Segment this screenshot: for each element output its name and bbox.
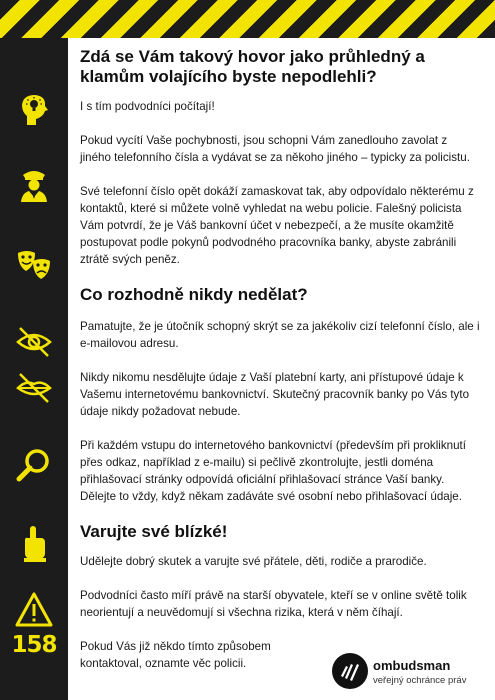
- crossed-eye-icon: [14, 322, 54, 362]
- never-paragraph-1: Pamatujte, že je útočník schopný skrýt se za jakékoliv cizí telefonní číslo, ale i e-mailovou adresu.: [80, 320, 480, 350]
- theater-masks-icon: [14, 246, 54, 286]
- intro-paragraph-2: Pokud vycítí Vaše pochybnosti, jsou schopni Vám zanedlouho zavolat z jiného telefonního čísla a vydávat se za někoho jiného – typicky za policistu.: [80, 134, 470, 164]
- magnifier-icon: [14, 445, 54, 485]
- icon-sidebar: [0, 38, 68, 700]
- intro-paragraph-3: Své telefonní číslo opět dokáží zamaskovat tak, aby odpovídalo některému z kontaktů, které si můžete volně vyhledat na webu policie. Falešný policista Vám potvrdí, že je Váš bankovní účet v nebezpečí, a že musíte okamžitě postupovat podle pokynů podvodného pracovníka banky, abyste zabránili ztrátě svých peněz.: [80, 185, 474, 266]
- main-content: [80, 47, 480, 672]
- main-heading: Zdá se Vám takový hovor jako průhledný a klamům volajícího byste nepodlehli?: [80, 47, 425, 86]
- never-heading: Co rozhodně nikdy nedělat?: [80, 285, 308, 304]
- intro-paragraph-1: I s tím podvodníci počítají!: [80, 100, 215, 113]
- ombudsman-logo-mark: [331, 652, 369, 690]
- warning-triangle-icon: [14, 590, 54, 630]
- warn-paragraph-1: Udělejte dobrý skutek a varujte své přátele, děti, rodiče a prarodiče.: [80, 555, 427, 568]
- logo-name: ombudsman: [373, 658, 451, 673]
- warn-paragraph-2: Podvodníci často míří právě na starší obyvatele, kteří se v online světě tolik neorientují a neuvědomují si všechna rizika, která v něm číhají.: [80, 589, 467, 619]
- emergency-number: 158: [11, 632, 57, 658]
- never-paragraph-3: Při každém vstupu do internetového bankovnictví (především při prokliknutí přes odkaz, například z e-mailu) si pečlivě zkontrolujte, jestli doména přihlašovací stránky odpovídá oficiální přihlašovací stránce Vaší banky. Dělejte to vždy, když někam zadáváte své osobní nebo přihlašovací údaje.: [80, 439, 467, 503]
- never-paragraph-2: Nikdy nikomu nesdělujte údaje z Vaší platební karty, ani přístupové údaje k Vašemu internetovému bankovnictví. Skutečný pracovník banky po Vás tyto údaje nikdy požadovat nebude.: [80, 371, 470, 418]
- crossed-lips-icon: [14, 368, 54, 408]
- hazard-stripe-band: [0, 0, 495, 38]
- logo-tagline: veřejný ochránce práv: [373, 675, 467, 686]
- police-officer-icon: [14, 164, 54, 204]
- warn-paragraph-3: Pokud Vás již někdo tímto způsobem kontaktoval, oznamte věc policii.: [80, 640, 271, 670]
- pointing-finger-icon: [14, 523, 54, 563]
- warn-heading: Varujte své blízké!: [80, 522, 228, 541]
- ombudsman-logo: [331, 652, 491, 694]
- lightbulb-head-icon: [14, 90, 54, 130]
